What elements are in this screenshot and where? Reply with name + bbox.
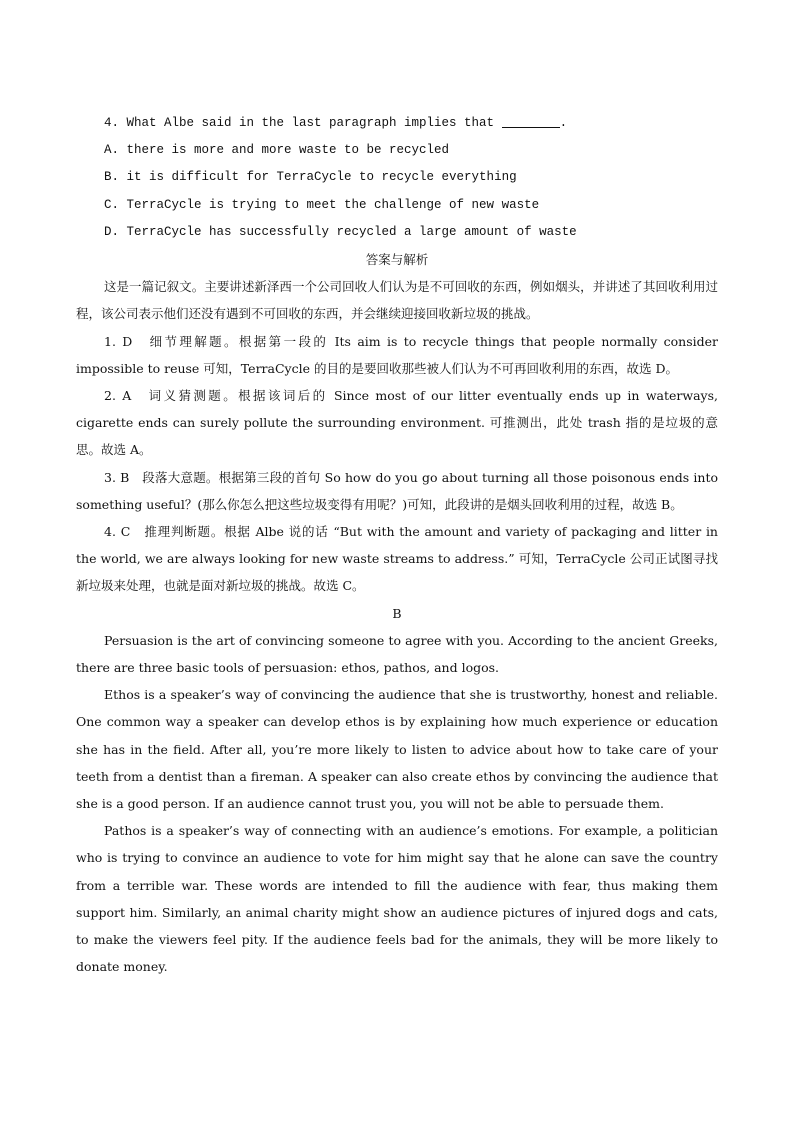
answer-blank — [502, 113, 560, 128]
question-stem-end: . — [559, 116, 568, 130]
explanation-item: 4. C 推理判断题。根据 Albe 说的话 “But with the amount and variety of packaging and litter in the world, we are always looking for new waste streams to address.” 可知，TerraCycle 公司正试图寻找新垃圾来处理，也就是面对新垃圾的挑战。故选 C。 — [76, 524, 718, 594]
explanation-item: 1. D 细节理解题。根据第一段的 Its aim is to recycle things that people normally consider impossible to reuse 可知，TerraCycle 的目的是要回收那些被人们认为不可再回收利用的东西，故选 D。 — [76, 333, 718, 376]
explanation-item: 3. B 段落大意题。根据第三段的首句 So how do you go about turning all those poisonous ends into something useful？(那么你怎么把这些垃圾变得有用呢？)可知，此段讲的是烟头回收利用的过程，故选 B。 — [76, 469, 718, 512]
option-a: A. there is more and more waste to be recycled — [104, 143, 450, 158]
option-c: C. TerraCycle is trying to meet the challenge of new waste — [104, 197, 540, 212]
section-label: B — [392, 605, 402, 621]
question-stem-text: 4. What Albe said in the last paragraph implies that — [104, 116, 502, 130]
passage-paragraph: Ethos is a speaker’s way of convincing the audience that she is trustworthy, honest and reliable. One common way a speaker can develop ethos is by explaining how much experience or education she has in the field. After all, you’re more likely to listen to advice about how to take care of your teeth from a dentist than a fireman. A speaker can also create ethos by convincing the audience that she is a good person. If an audience cannot trust you, you will not be able to persuade them. — [76, 687, 718, 812]
explanation-item: 2. A 词义猜测题。根据该词后的 Since most of our litter eventually ends up in waterways, cigarette ends can surely pollute the surrounding environment. 可推测出，此处 trash 指的是垃圾的意思。故选 A。 — [76, 388, 718, 458]
question-4 — [76, 110, 718, 246]
option-b: B. it is difficult for TerraCycle to recycle everything — [104, 170, 517, 185]
option-d: D. TerraCycle has successfully recycled a large amount of waste — [104, 224, 577, 239]
summary-paragraph: 这是一篇记叙文。主要讲述新泽西一个公司回收人们认为是不可回收的东西，例如烟头，并讲述了其回收利用过程，该公司表示他们还没有遇到不可回收的东西，并会继续迎接回收新垃圾的挑战。 — [76, 279, 718, 322]
passage-paragraph: Pathos is a speaker’s way of connecting with an audience’s emotions. For example, a politician who is trying to convince an audience to vote for him might say that he alone can save the country from a terrible war. These words are intended to fill the audience with fear, thus making them support him. Similarly, an animal charity might show an audience pictures of injured dogs and cats, to make the viewers feel pity. If the audience feels bad for the animals, they will be more likely to donate money. — [76, 823, 718, 975]
explanations-list — [76, 328, 718, 600]
passage-paragraph: Persuasion is the art of convincing someone to agree with you. According to the ancient Greeks, there are three basic tools of persuasion: ethos, pathos, and logos. — [76, 632, 718, 676]
passage-b — [76, 627, 718, 981]
question-stem — [76, 110, 718, 137]
document-page — [76, 110, 718, 981]
answers-heading: 答案与解析 — [365, 252, 429, 268]
